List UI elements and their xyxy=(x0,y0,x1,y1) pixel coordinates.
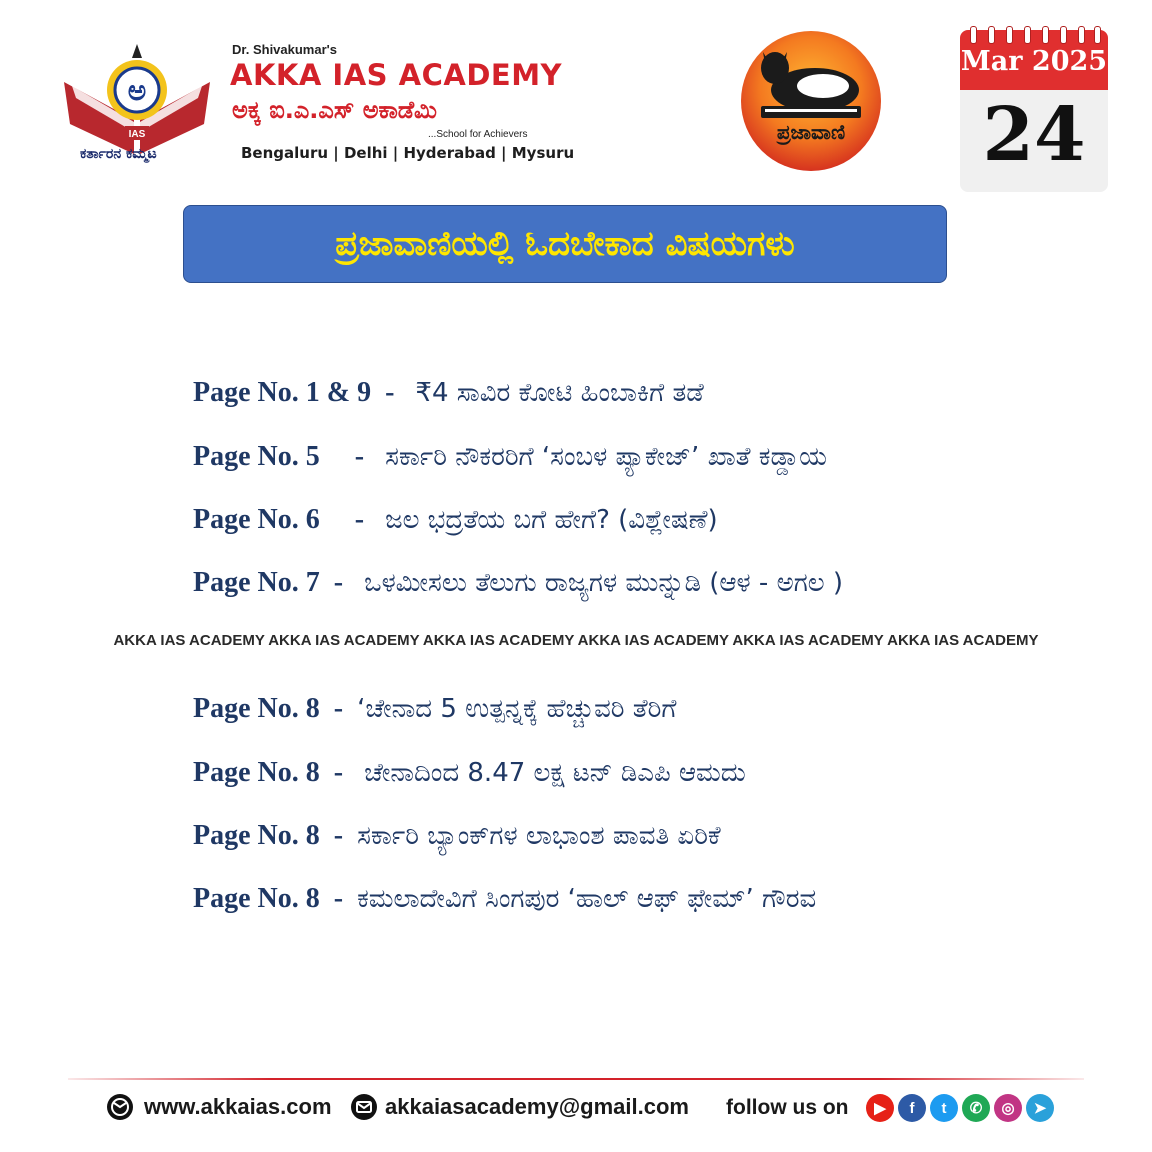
page-title: ಪ್ರಜಾವಾಣಿಯಲ್ಲಿ ಓದಬೇಕಾದ ವಿಷಯಗಳು xyxy=(335,224,795,264)
separator: - xyxy=(319,883,358,914)
emblem-badge: IAS xyxy=(128,129,146,140)
article-headline: ಜಲ ಭದ್ರತೆಯ ಬಗೆ ಹೇಗೆ? (ವಿಶ್ಲೇಷಣೆ) xyxy=(385,505,718,535)
list-item xyxy=(193,883,816,915)
separator: - xyxy=(371,377,416,408)
article-headline: ಚೇನಾದಿಂದ 8.47 ಲಕ್ಷ ಟನ್ ಡಿಎಪಿ ಆಮದು xyxy=(364,758,746,788)
article-headline: ₹4 ಸಾವಿರ ಕೋಟಿ ಹಿಂಬಾಕಿಗೆ ತಡೆ xyxy=(415,378,704,408)
page-number: Page No. 8 xyxy=(193,757,320,788)
facebook-icon[interactable]: f xyxy=(898,1094,926,1122)
newspaper-name: ಪ್ರಜಾವಾಣಿ xyxy=(776,120,846,144)
youtube-icon[interactable]: ▶ xyxy=(866,1094,894,1122)
calendar-day: 24 xyxy=(982,92,1086,178)
article-headline: ಸರ್ಕಾರಿ ನೌಕರರಿಗೆ ‘ಸಂಬಳ ಪ್ಯಾಕೇಜ್’ ಖಾತೆ ಕಡ್ಡಾಯ xyxy=(385,442,827,472)
page-number: Page No. 8 xyxy=(193,820,320,851)
page-number: Page No. 5 xyxy=(193,441,320,472)
calendar-ring-icon xyxy=(988,26,995,44)
emblem-caption: ಕರ್ತಾರನ ಕಮ್ಮಟ xyxy=(80,146,157,162)
calendar-ring-icon xyxy=(1024,26,1031,44)
list-item xyxy=(193,567,843,599)
academy-cities: Bengaluru | Delhi | Hyderabad | Mysuru xyxy=(241,144,575,162)
list-item xyxy=(193,820,721,852)
calendar-ring-icon xyxy=(1006,26,1013,44)
page-number: Page No. 8 xyxy=(193,693,320,724)
brand-doctor: Dr. Shivakumar's xyxy=(232,42,337,57)
list-item xyxy=(193,377,704,409)
svg-text:ಅ: ಅ xyxy=(127,74,147,107)
separator: - xyxy=(319,441,386,472)
watermark-strip: AKKA IAS ACADEMY AKKA IAS ACADEMY AKKA IAS ACADEMY AKKA IAS ACADEMY AKKA IAS ACADEMY AKKA IAS ACADEMY xyxy=(113,632,1039,649)
twitter-icon[interactable]: t xyxy=(930,1094,958,1122)
calendar-ring-icon xyxy=(1060,26,1067,44)
email-icon xyxy=(350,1093,378,1121)
separator: - xyxy=(319,567,365,598)
calendar-month-year: Mar 2025 xyxy=(960,46,1108,77)
page-number: Page No. 8 xyxy=(193,883,320,914)
calendar-ring-icon xyxy=(970,26,977,44)
separator: - xyxy=(319,504,386,535)
calendar-ring-icon xyxy=(1042,26,1049,44)
list-item xyxy=(193,757,746,789)
page-number: Page No. 7 xyxy=(193,567,320,598)
telegram-icon[interactable]: ➤ xyxy=(1026,1094,1054,1122)
newspaper-logo xyxy=(735,30,887,172)
title-banner xyxy=(183,205,947,283)
article-headline: ಒಳಮೀಸಲು ತೆಲುಗು ರಾಜ್ಯಗಳ ಮುನ್ನುಡಿ (ಆಳ - ಅಗಲ ) xyxy=(364,568,844,598)
calendar-ring-icon xyxy=(1094,26,1101,44)
list-item xyxy=(193,693,676,725)
page-number: Page No. 1 & 9 xyxy=(193,377,372,408)
whatsapp-icon[interactable]: ✆ xyxy=(962,1094,990,1122)
separator: - xyxy=(319,820,358,851)
article-headline: ಸರ್ಕಾರಿ ಬ್ಯಾಂಕ್‌ಗಳ ಲಾಭಾಂಶ ಪಾವತಿ ಏರಿಕೆ xyxy=(357,821,721,851)
instagram-icon[interactable]: ◎ xyxy=(994,1094,1022,1122)
website-link[interactable]: www.akkaias.com xyxy=(144,1094,332,1119)
academy-tagline: ...School for Achievers xyxy=(428,129,528,140)
globe-icon xyxy=(106,1093,134,1121)
calendar-ring-icon xyxy=(1078,26,1085,44)
date-calendar xyxy=(960,30,1108,192)
academy-name: AKKA IAS ACADEMY xyxy=(230,58,563,92)
academy-name-kannada: ಅಕ್ಕ ಐ.ಎ.ಎಸ್ ಅಕಾಡೆಮಿ xyxy=(232,96,437,124)
page-number: Page No. 6 xyxy=(193,504,320,535)
list-item xyxy=(193,441,827,473)
follow-label: follow us on xyxy=(726,1096,849,1119)
separator: - xyxy=(319,693,358,724)
email-link[interactable]: akkaiasacademy@gmail.com xyxy=(385,1094,689,1119)
article-headline: ‘ಚೇನಾದ 5 ಉತ್ಪನ್ನಕ್ಕೆ ಹೆಚ್ಚುವರಿ ತೆರಿಗೆ xyxy=(357,694,677,724)
list-item xyxy=(193,504,718,536)
separator: - xyxy=(319,757,365,788)
footer-divider xyxy=(68,1078,1084,1080)
article-headline: ಕಮಲಾದೇವಿಗೆ ಸಿಂಗಪುರ ‘ಹಾಲ್ ಆಫ್ ಫೇಮ್’ ಗೌರವ xyxy=(357,884,817,914)
